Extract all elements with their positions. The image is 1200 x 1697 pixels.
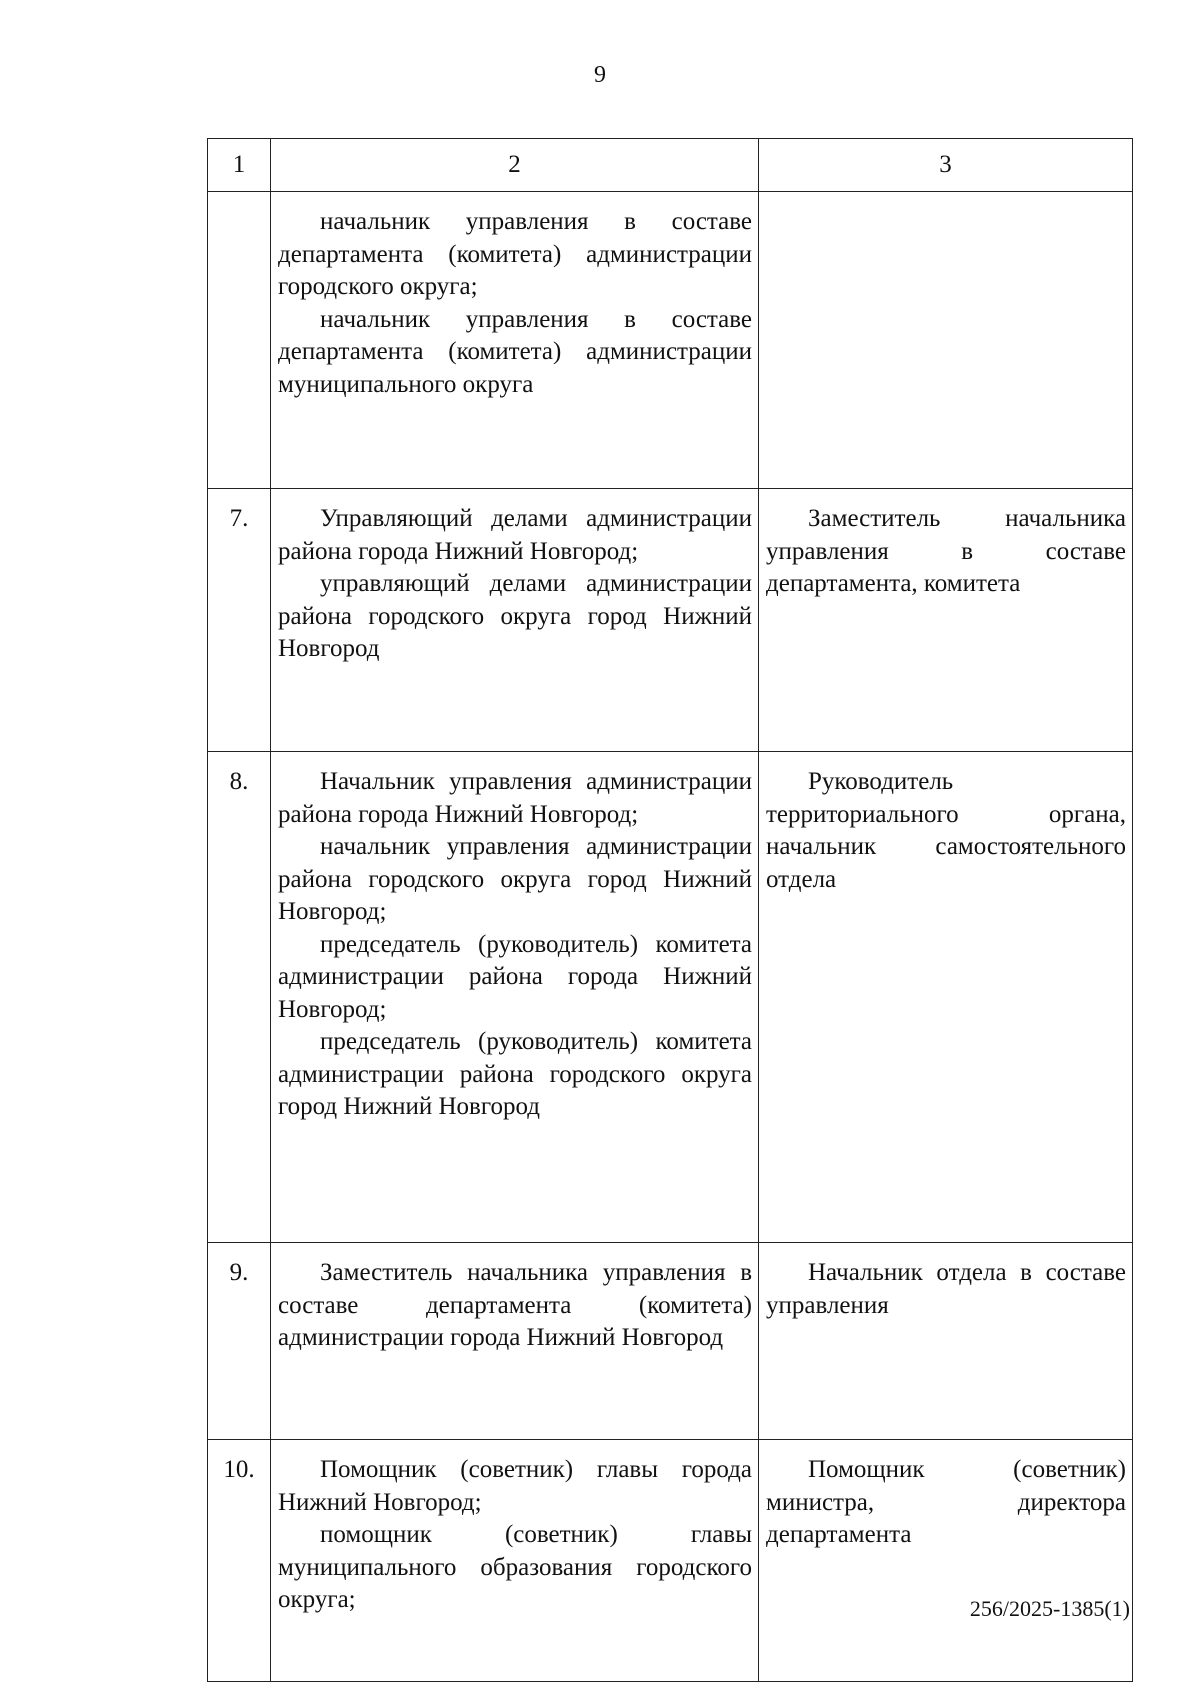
table-row: [208, 489, 1133, 752]
row-number: 10.: [208, 1440, 271, 1682]
table-row: [208, 1243, 1133, 1440]
row-number: 8.: [208, 752, 271, 1243]
column-header-3: 3: [759, 139, 1133, 192]
position-paragraph: начальник управления в составе департамента (комитета) администрации муниципального округа: [278, 305, 752, 398]
position-cell: [271, 752, 759, 1243]
equivalent-cell: [759, 192, 1133, 489]
position-cell: [271, 192, 759, 489]
equivalent-paragraph: Помощник (советник) министра, директора департамента: [766, 1456, 1126, 1548]
row-number: 9.: [208, 1243, 271, 1440]
table-row: [208, 752, 1133, 1243]
row-number: [208, 192, 271, 489]
equivalent-cell: [759, 489, 1133, 752]
position-paragraph: председатель (руководитель) комитета администрации района городского округа город Нижний Новгород: [278, 1028, 752, 1120]
position-cell: [271, 1243, 759, 1440]
row-number: 7.: [208, 489, 271, 752]
position-paragraph: Заместитель начальника управления в составе департамента (комитета) администрации города Нижний Новгород: [278, 1259, 752, 1351]
page-number: 9: [594, 62, 606, 88]
table-row: [208, 192, 1133, 489]
column-header-1: 1: [208, 139, 271, 192]
position-paragraph: помощник (советник) главы муниципального образования городского округа;: [278, 1521, 752, 1613]
equivalent-paragraph: Начальник отдела в составе управления: [766, 1259, 1126, 1319]
equivalent-paragraph: Заместитель начальника управления в составе департамента, комитета: [766, 505, 1126, 597]
position-paragraph: Управляющий делами администрации района города Нижний Новгород;: [278, 505, 752, 565]
position-paragraph: начальник управления администрации района городского округа город Нижний Новгород;: [278, 833, 752, 925]
position-cell: [271, 489, 759, 752]
equivalent-paragraph: Руководитель территориального органа, начальник самостоятельного отдела: [766, 768, 1126, 893]
column-header-2: 2: [271, 139, 759, 192]
position-paragraph: Начальник управления администрации района города Нижний Новгород;: [278, 768, 752, 828]
table-row: [208, 1440, 1133, 1682]
document-code: 256/2025-1385(1): [969, 1596, 1130, 1621]
positions-table: [207, 138, 1133, 1682]
position-paragraph: начальник управления в составе департамента (комитета) администрации городского округа;: [278, 208, 752, 300]
equivalent-cell: [759, 1243, 1133, 1440]
position-paragraph: управляющий делами администрации района городского округа город Нижний Новгород: [278, 570, 752, 662]
position-cell: [271, 1440, 759, 1682]
equivalent-cell: [759, 752, 1133, 1243]
equivalent-cell: [759, 1440, 1133, 1682]
position-paragraph: Помощник (советник) главы города Нижний Новгород;: [278, 1456, 752, 1516]
position-paragraph: председатель (руководитель) комитета администрации района города Нижний Новгород;: [278, 930, 752, 1023]
table-header-row: [208, 139, 1133, 192]
